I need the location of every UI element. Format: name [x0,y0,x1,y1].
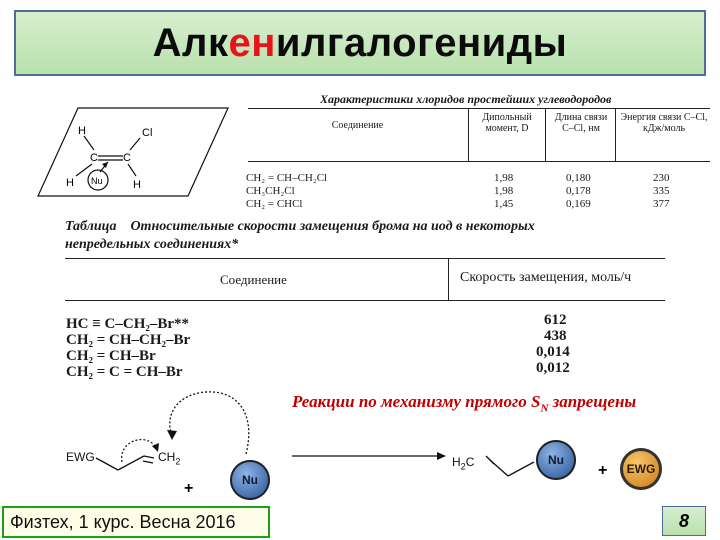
atom-c-left: C [90,152,98,164]
t2-r4-rate: 0,012 [536,360,570,376]
leaving-group-ball: EWG [620,448,662,490]
t1-r1-compound: CH₂ = CH–CH₂Cl [246,172,328,184]
product-double-bond [486,456,494,464]
product-bond-2 [508,462,534,476]
table1-header-rule [248,161,710,162]
h2c-c: C [465,455,475,469]
table2-caption-line1: Таблица Относительные скорости замещения брома на иод в некоторых [65,219,535,234]
t1-r2-energy: 335 [653,185,670,197]
t2-r2-compound: CH₂ = CH–CH₂–Br [66,332,191,348]
t2-r2-rate: 438 [544,328,567,344]
t2-r3-compound: CH₂ = CH–Br [66,348,156,364]
product-plus: + [598,462,608,479]
t1-r1-energy: 230 [653,172,670,184]
curved-arrow-nu [170,392,249,454]
atom-c-right: C [123,152,131,164]
atom-nu: Nu [91,176,103,186]
t1-r2-length: 0,178 [566,185,591,197]
title-banner [14,10,706,76]
reactant-ewg-label: EWG [66,450,95,464]
table1-col-sep-1 [468,108,469,161]
nu-arrow-head [102,162,108,168]
t2-r3-rate: 0,014 [536,344,570,360]
title-part-2: илгалогениды [275,20,568,65]
reactant-double-2 [143,461,153,463]
reactant-double-1 [144,456,154,458]
t1-r3-length: 0,169 [566,198,591,210]
table2-top-rule [65,258,665,259]
atom-h-left: H [66,177,74,189]
table1-col-sep-3 [615,108,616,161]
nucleophile-ball: Nu [230,460,270,500]
table2-header-rate: Скорость замещения, моль/ч [460,270,632,285]
table2-header-compound: Соединение [220,272,287,287]
t1-r2-dipole: 1,98 [494,185,514,197]
table2-header-rule [65,300,665,301]
sn-label-text: Реакции по механизму прямого S [292,392,541,411]
page-title [153,21,568,66]
table1-caption: Характеристики хлоридов простейших углеводородов [320,92,612,106]
table1-header-compound: Соединение [331,120,384,131]
table1-top-rule [248,108,710,109]
table2-caption [65,218,665,254]
vinyl-halide-molecule-diagram [28,96,238,208]
table2-col-sep [448,258,449,300]
h2c-sub: 2 [460,461,466,472]
atom-h-top: H [78,125,86,137]
table1-header-energy: Энергия связи C–Cl, кДж/моль [620,112,708,134]
atom-cl: Cl [142,127,153,139]
reactant-ch2-label [158,450,180,466]
t1-r3-energy: 377 [653,198,670,210]
h2c-h: H [452,455,461,469]
product-h2c-label [452,455,474,471]
t1-r1-dipole: 1,98 [494,172,514,184]
title-part-1: Алк [152,20,229,65]
c-h-bond-right [128,164,136,176]
reaction-arrow-head [437,452,446,460]
t1-r3-compound: CH₂ = CHCl [246,198,303,210]
reactant-plus: + [184,480,194,497]
t1-r1-length: 0,180 [566,172,591,184]
reactant-bond-1 [96,458,118,470]
t2-r4-compound: CH₂ = C = CH–Br [66,364,183,380]
ch2-text: CH [158,450,176,464]
table1-col-sep-2 [545,108,546,161]
sn-label-end: запрещены [548,392,637,411]
t2-r1-compound: HC ≡ C–CH₂–Br** [66,316,190,332]
footer-course-label: Физтех, 1 курс. Весна 2016 [2,506,270,538]
table1-header-length: Длина связи C–Cl, нм [554,112,608,134]
sn-label-sub: N [540,402,549,415]
page-number: 8 [662,506,706,536]
c-cl-bond [130,138,140,150]
reactant-bond-2 [118,456,144,470]
reaction-scheme [60,384,660,504]
table1-header-dipole: Дипольный момент, D [482,112,532,134]
table2-caption-line2: непредельных соединениях* [65,237,239,252]
title-highlight: ен [228,20,276,65]
t2-r1-rate: 612 [544,312,567,328]
curved-arrow-nu-head [167,430,177,440]
atom-h-right: H [133,179,141,191]
t1-r2-compound: CH₃CH₂Cl [246,185,295,197]
product-nu-ball: Nu [536,440,576,480]
c-h-bond-top [84,136,94,150]
t1-r3-dipole: 1,45 [494,198,514,210]
ch2-sub: 2 [175,456,181,467]
